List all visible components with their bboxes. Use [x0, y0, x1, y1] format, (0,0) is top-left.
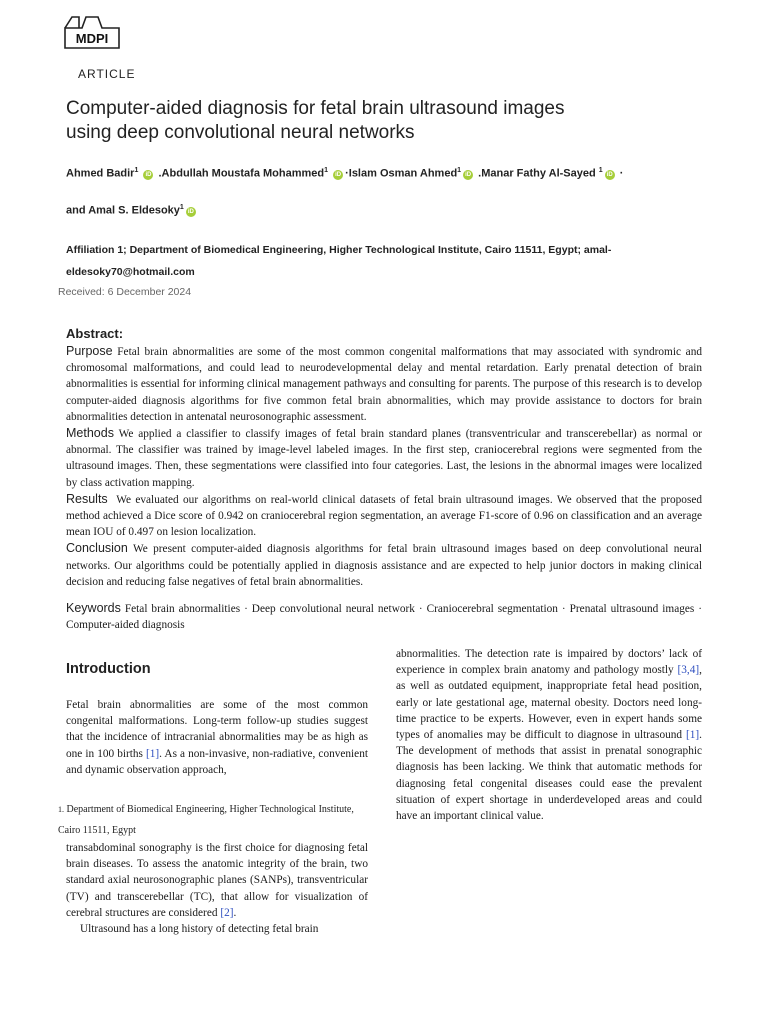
article-type: ARTICLE	[78, 67, 136, 81]
paragraph-text: . As a non-invasive, non-radiative, convenient and dynamic observation approach,	[66, 747, 368, 776]
author-name[interactable]: Ahmed Badir	[66, 167, 135, 180]
paragraph-text: .	[233, 906, 237, 919]
keywords	[66, 600, 702, 633]
affiliation	[66, 239, 626, 283]
orcid-icon[interactable]: iD	[187, 208, 194, 215]
affil-mark: 1	[598, 167, 603, 174]
footnote-line-2: Cairo 11511, Egypt	[58, 825, 136, 836]
citation-link[interactable]: [1]	[685, 729, 700, 742]
orcid-icon[interactable]: iD	[145, 171, 152, 178]
abstract-conclusion	[66, 540, 702, 590]
abstract-body	[66, 343, 702, 590]
paper-title	[66, 97, 706, 145]
conclusion-text: We present computer-aided diagnosis algorithms for fetal brain ultrasound images based on deep convolutional neural networks. Our algorithms could be potentially applied in diagnosis assistance and are expected to help junior doctors in making clinical decision and reducing false negatives of fetal brain abnormalities.	[66, 543, 702, 588]
conclusion-label: Conclusion	[66, 541, 128, 556]
intro-left-paragraph-1	[66, 697, 368, 778]
title-line-1: Computer-aided diagnosis for fetal brain ultrasound images	[66, 98, 565, 119]
paragraph-text: transabdominal sonography is the first choice for diagnosing fetal brain diseases. To assess the anatomic integrity of the brain, two standard axial neurosonographic planes (SANPs), transventricular (TV) and transcerebellar (TC), that allow for visualization of cerebral structures are considered	[66, 842, 368, 919]
abstract-heading: Abstract:	[66, 326, 124, 341]
affil-mark: 1	[179, 204, 184, 211]
author-name[interactable]: .Abdullah Moustafa Mohammed	[158, 167, 325, 180]
purpose-label: Purpose	[66, 344, 113, 358]
affiliation-line-1: Affiliation 1; Department of Biomedical Engineering, Higher Technological Institute, Cairo 11511, Egypt; amal-	[66, 244, 612, 256]
orcid-icon[interactable]: iD	[335, 171, 342, 178]
section-heading-introduction: Introduction	[66, 661, 151, 677]
methods-label: Methods	[66, 426, 114, 441]
citation-link[interactable]: [3,4]	[677, 664, 700, 677]
received-date: Received: 6 December 2024	[58, 286, 192, 298]
affil-mark: 1	[134, 167, 139, 174]
intro-left-paragraph-3: Ultrasound has a long history of detecting fetal brain	[80, 923, 319, 936]
abstract-purpose	[66, 343, 702, 425]
author-name[interactable]: .Manar Fathy Al-Sayed	[478, 167, 596, 180]
title-line-2: using deep convolutional neural networks	[66, 122, 415, 143]
author-name[interactable]: and Amal S. Eldesoky	[66, 204, 180, 217]
orcid-icon[interactable]: iD	[465, 171, 472, 178]
results-text: We evaluated our algorithms on real-world clinical datasets of fetal brain ultrasound images. We observed that the proposed method achieved a Dice score of 0.942 on craniocerebral region segmentation, an average F1-score of 0.96 on classification and an average mean IOU of 0.497 on lesion localization.	[66, 493, 703, 539]
results-label: Results	[66, 491, 108, 506]
paragraph-text: , as well as outdated equipment, inappropriate fetal head position, early or late gestational age, maternal obesity. Doctors need long-time practice to be experts. However, even in expert hands some types of anomalies may be difficult to diagnose in ultrasound	[396, 664, 702, 742]
author-list	[66, 167, 706, 180]
abstract-results	[66, 491, 702, 541]
affil-mark: 1	[457, 167, 462, 174]
orcid-icon[interactable]: iD	[606, 171, 613, 178]
paragraph-text: abnormalities. The detection rate is impaired by doctors’ lack of experience in complex brain anatomy and pathology mostly	[396, 648, 702, 677]
intro-left-paragraph-2	[66, 840, 368, 937]
affil-mark: 1	[324, 167, 329, 174]
footnote	[58, 799, 358, 841]
intro-right-paragraph	[396, 646, 702, 824]
purpose-text: Fetal brain abnormalities are some of the most common congenital malformations that may associated with syndromic and chromosomal malformations, and could lead to neurodevelopmental delay and mental retardation. Early prenatal detection of brain abnormalities is essential for informing clinical management pathways and consulting for parents. The purpose of this research is to develop computer-aided diagnosis algorithms for five common fetal brain abnormalities, which may provide assistance to doctors for brain abnormalities detection in antenatal neurosonographic assessment.	[66, 346, 702, 423]
abstract-methods	[66, 425, 702, 491]
author-list-line-2	[66, 204, 198, 217]
paragraph-text: Fetal brain abnormalities are some of the most common congenital malformations. Long-term follow-up studies suggest that the incidence of intracranial abnormalities may be as high as one in 100 births	[66, 699, 368, 760]
mdpi-logo-text: MDPI	[75, 31, 109, 46]
footnote-mark: 1.	[58, 805, 64, 814]
author-name[interactable]: ·Islam Osman Ahmed	[345, 167, 458, 180]
affiliation-email[interactable]: eldesoky70@hotmail.com	[66, 266, 195, 278]
author-separator: ·	[619, 167, 624, 180]
citation-link[interactable]: [2]	[220, 906, 234, 919]
mdpi-logo-icon	[62, 14, 122, 50]
keywords-label: Keywords	[66, 601, 121, 615]
methods-text: We applied a classifier to classify images of fetal brain standard planes (transventricular and transcerebellar) as normal or abnormal. The classifier was trained by image-level labeled images. In the first step, craniocerebral regions were segmented from the ultrasound images. Then, these segmentations were classified into four categories. Last, the lesions in the abnormal images were localized by class activation mapping.	[66, 428, 702, 489]
citation-link[interactable]: [1]	[145, 747, 160, 760]
paragraph-text: . The development of methods that assist in prenatal sonographic diagnosis has been lacking. We think that automatic methods for diagnosing fetal congenital diseases could ease the prevalent situation of expert shortage in underdeveloped areas and could have an important clinical value.	[396, 729, 702, 823]
footnote-line-1: Department of Biomedical Engineering, Higher Technological Institute,	[66, 804, 354, 815]
keywords-text: Fetal brain abnormalities · Deep convolutional neural network · Craniocerebral segmentation · Prenatal ultrasound images · Computer-aided diagnosis	[66, 603, 703, 632]
